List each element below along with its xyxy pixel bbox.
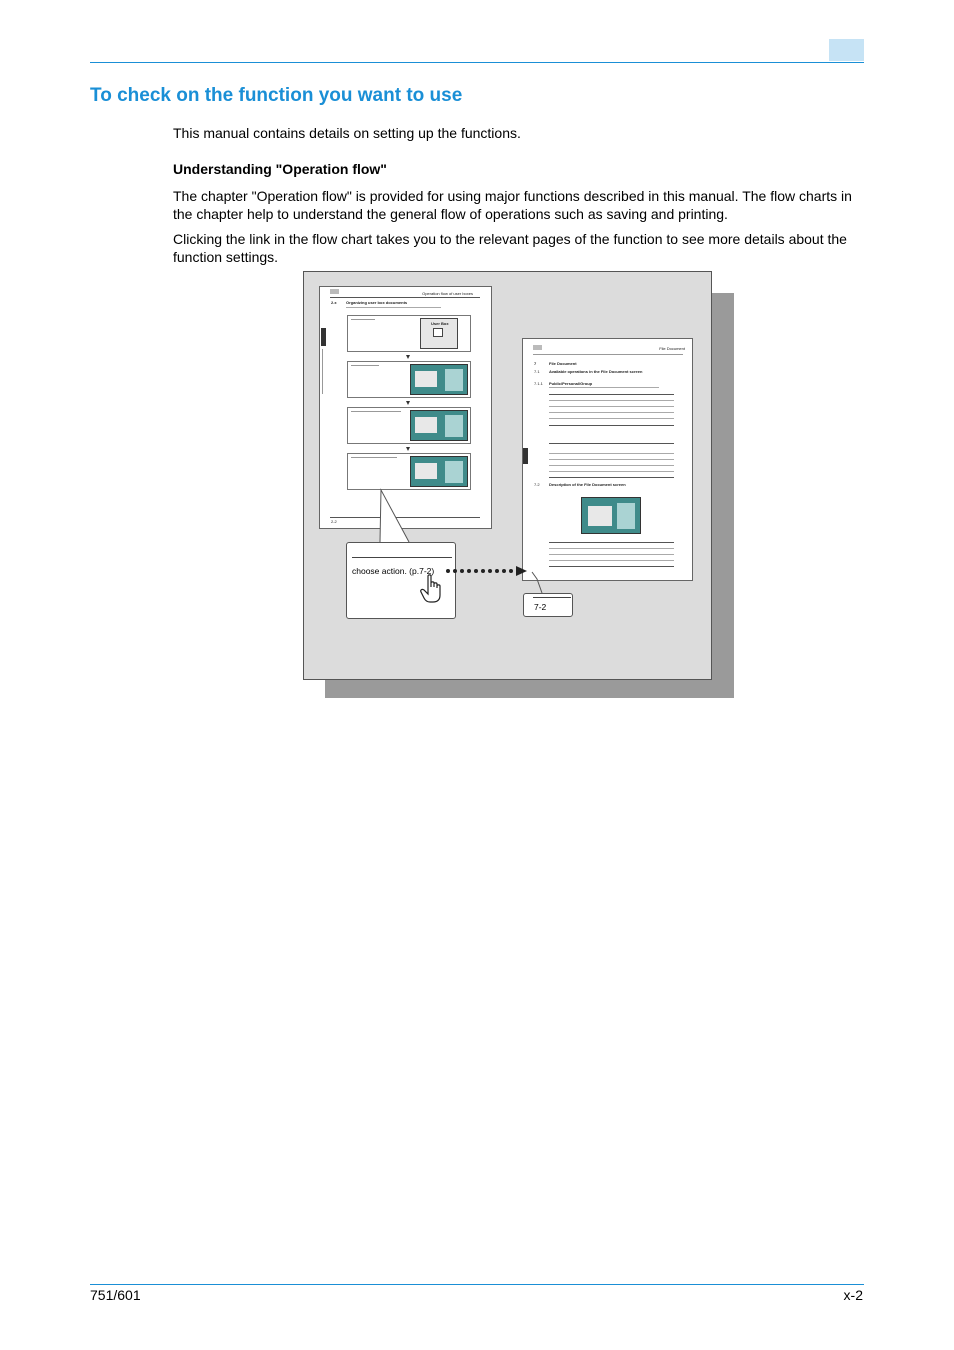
link-dot — [481, 569, 485, 573]
right-subsection-num: 7.1.1 — [534, 381, 543, 386]
intro-text: This manual contains details on setting up the functions. — [173, 125, 521, 141]
paragraph-operation-flow: The chapter "Operation flow" is provided for using major functions described in this manual. The flow charts in the chapter help to understand the general flow of operations such as saving and printing. — [173, 188, 852, 222]
link-dot — [488, 569, 492, 573]
link-dot — [474, 569, 478, 573]
right-chapter-num: 7 — [534, 361, 537, 366]
footer-page-number: x-2 — [843, 1287, 863, 1303]
link-dot — [509, 569, 513, 573]
left-section-num: 2.x — [331, 300, 337, 305]
top-rule — [90, 62, 864, 63]
link-dot — [453, 569, 457, 573]
link-dot — [446, 569, 450, 573]
left-section-title: Organizing user box documents — [346, 300, 408, 305]
right-section2-title: Description of the File Document screen — [549, 482, 626, 487]
user-box-button-label: User Box — [431, 321, 449, 326]
right-chapter-title: File Document — [549, 361, 577, 366]
left-running-head: Operation flow of user boxes — [422, 291, 473, 296]
subheading: Understanding "Operation flow" — [173, 161, 387, 177]
arrow-right-icon — [516, 566, 528, 576]
link-dot — [502, 569, 506, 573]
page-number-label: 7-2 — [534, 602, 547, 612]
right-section-num: 7.1 — [534, 369, 540, 374]
link-dot — [495, 569, 499, 573]
chapter-tab — [829, 39, 864, 61]
callout-link-text: choose action. (p.7-2) — [352, 566, 435, 576]
link-dot — [460, 569, 464, 573]
hand-pointer-icon — [420, 574, 444, 604]
link-dot — [467, 569, 471, 573]
right-section-title: Available operations in the File Document screen — [549, 369, 643, 374]
footer-model: 751/601 — [90, 1287, 141, 1303]
callout-pointer — [304, 272, 713, 681]
paragraph-link-info: Clicking the link in the flow chart takes you to the relevant pages of the function to see more details about the function settings. — [173, 231, 847, 265]
page-title: To check on the function you want to use — [90, 85, 463, 106]
right-subsection-title: Public/Personal/Group — [549, 381, 593, 386]
right-running-head: File Document — [659, 346, 685, 351]
illustration — [303, 271, 712, 680]
bottom-rule — [90, 1284, 864, 1285]
left-page-footer: 2-2 — [331, 519, 337, 524]
right-section2-num: 7.2 — [534, 482, 540, 487]
